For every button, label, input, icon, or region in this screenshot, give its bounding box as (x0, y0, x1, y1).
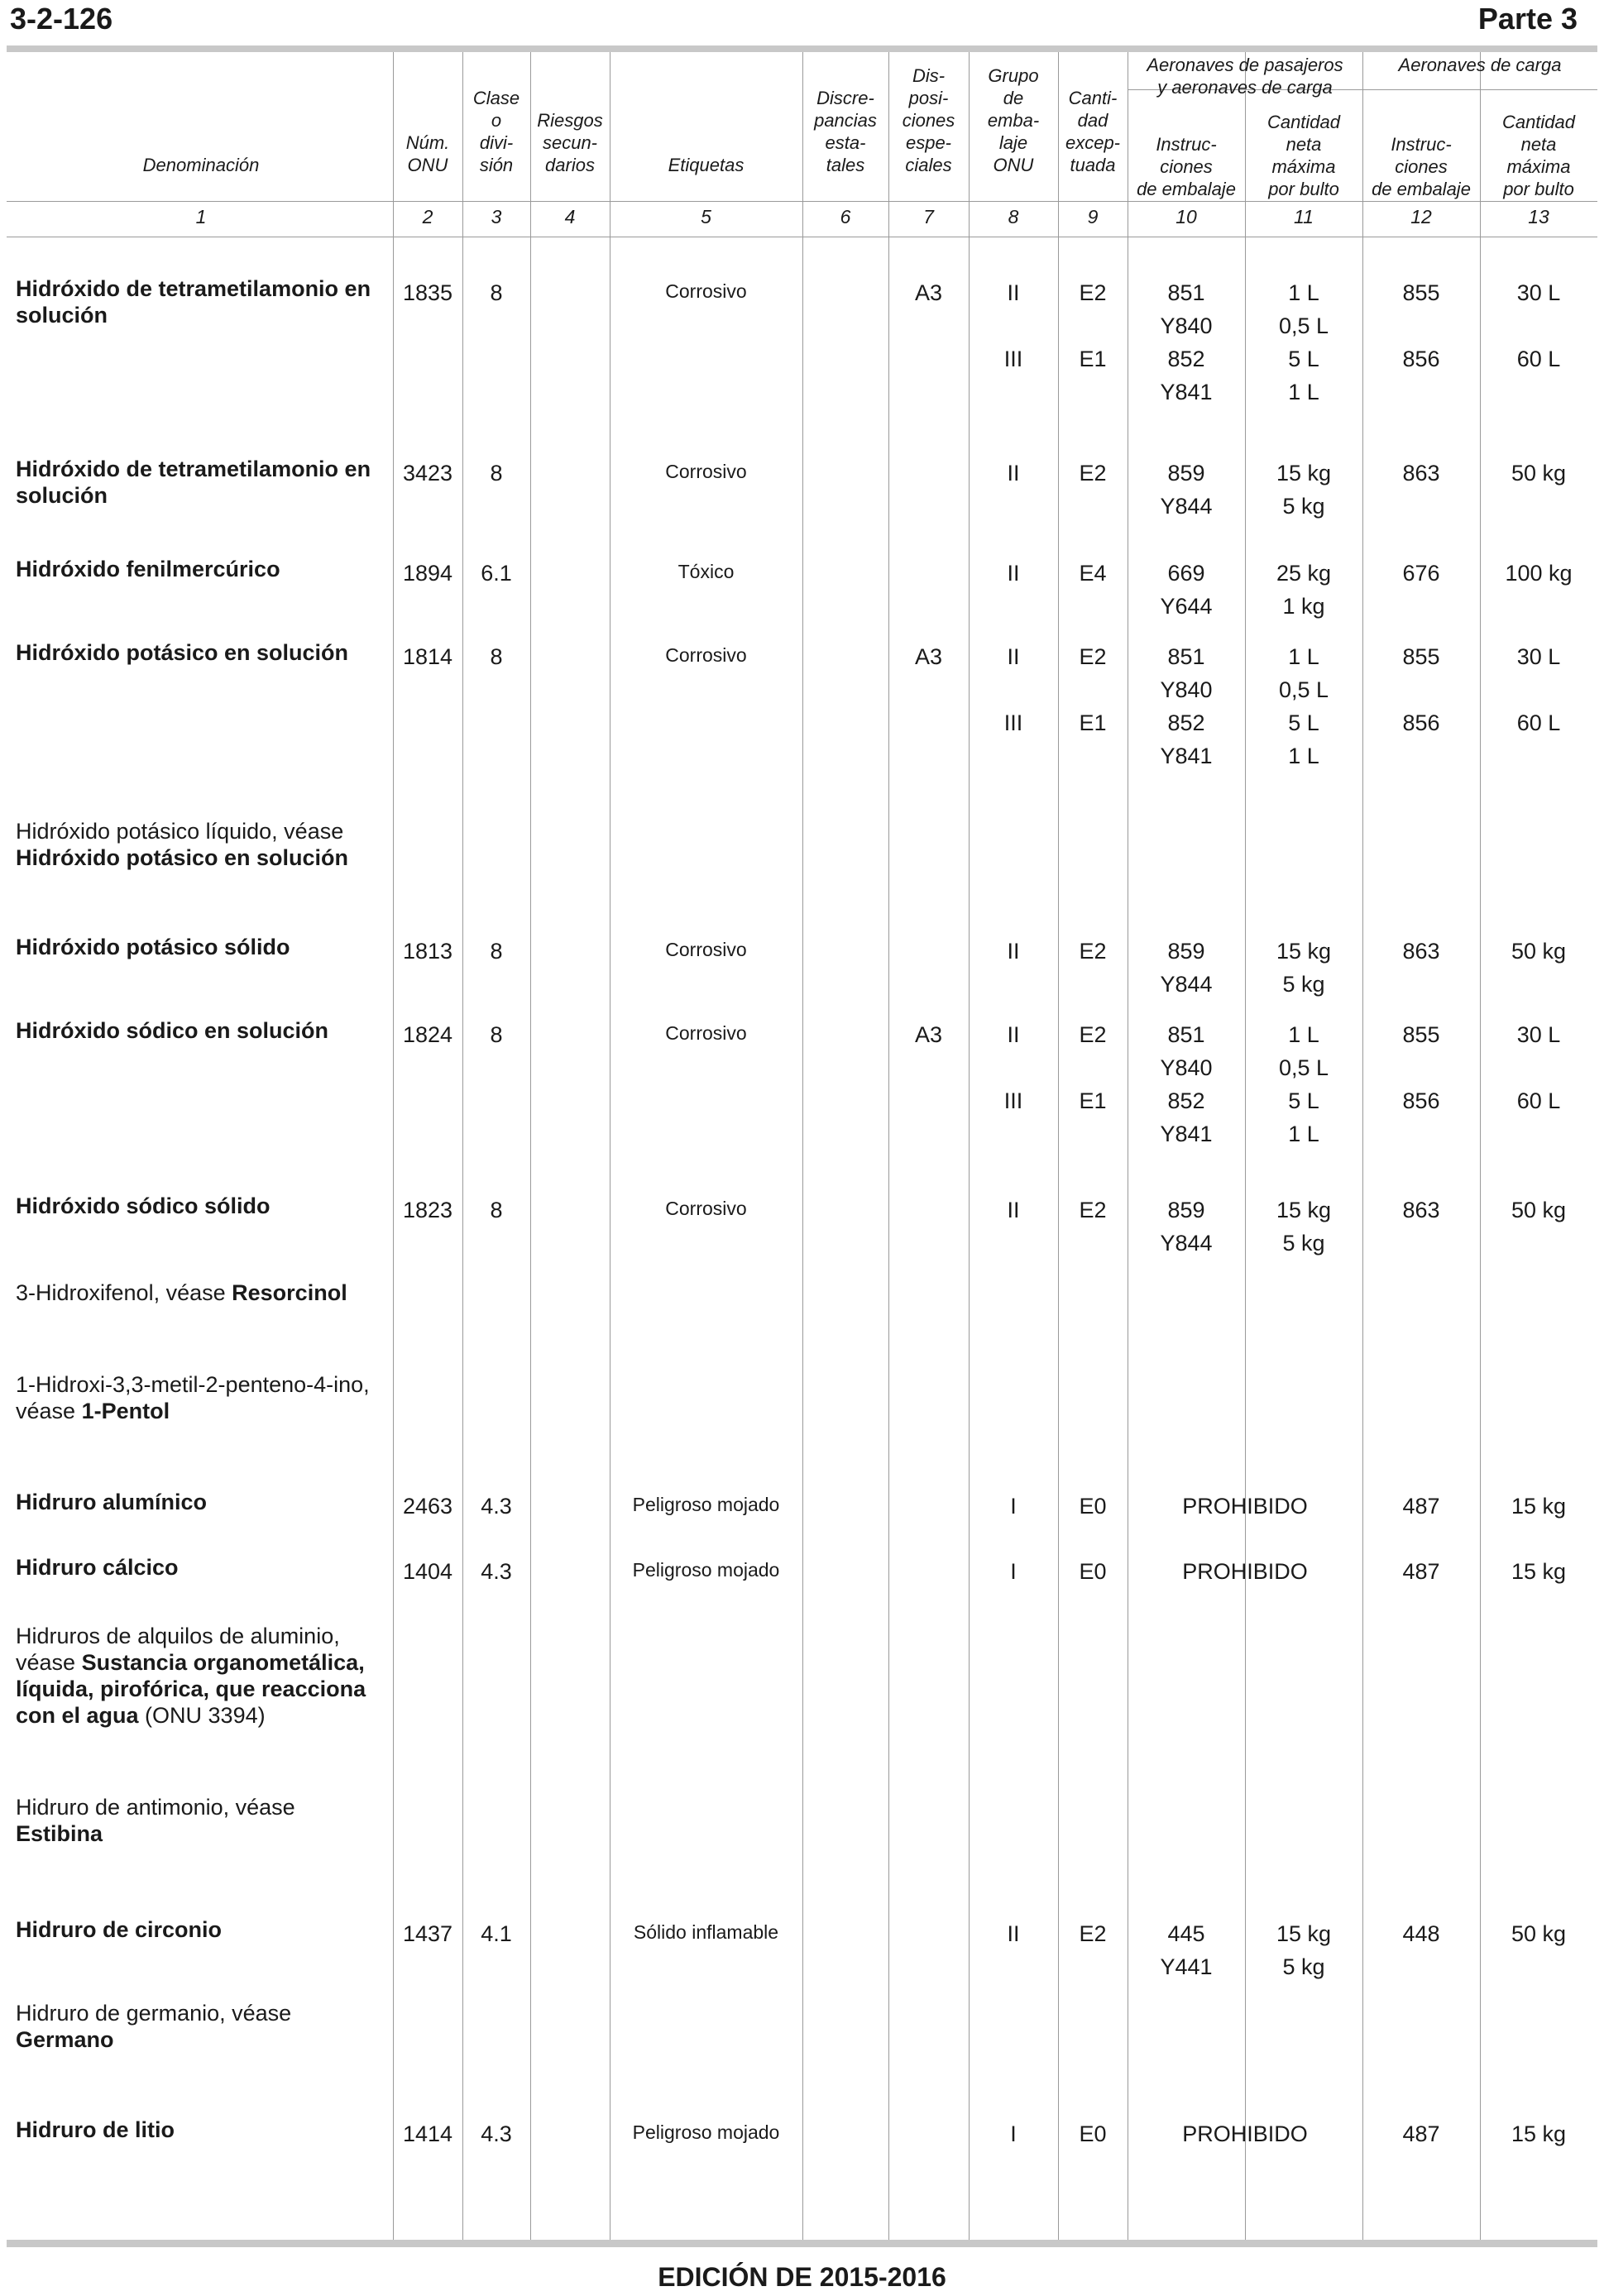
cargo-packing-instruction: 487 (1402, 2121, 1440, 2146)
passenger-packing-instruction: 859 (1167, 461, 1205, 486)
packing-group: II (1007, 644, 1020, 669)
cross-reference (16, 1794, 388, 1847)
passenger-packing-instruction: Y841 (1160, 744, 1213, 768)
excepted-quantity: E2 (1079, 939, 1107, 964)
passenger-packing-instruction: 852 (1167, 347, 1205, 371)
column-divider (393, 52, 394, 2240)
class-division: 8 (490, 280, 503, 305)
excepted-quantity: E1 (1079, 347, 1107, 371)
class-division: 4.1 (481, 1921, 512, 1946)
hazard-label: Corrosivo (665, 461, 747, 482)
excepted-quantity: E4 (1079, 561, 1107, 586)
class-division: 8 (490, 461, 503, 486)
column-divider (1058, 52, 1059, 2240)
packing-group: II (1007, 280, 1020, 305)
column-number: 8 (1008, 206, 1019, 227)
column-divider (802, 52, 803, 2240)
cargo-packing-instruction: 855 (1402, 1022, 1440, 1047)
excepted-quantity: E1 (1079, 710, 1107, 735)
class-division: 6.1 (481, 561, 512, 586)
column-number: 11 (1294, 206, 1314, 227)
class-division: 8 (490, 1198, 503, 1222)
cargo-max-quantity: 30 L (1516, 644, 1561, 669)
packing-group: II (1007, 1198, 1020, 1222)
passenger-max-quantity: 0,5 L (1278, 677, 1329, 702)
excepted-quantity: E0 (1079, 1494, 1107, 1519)
un-number: 1823 (402, 1198, 453, 1222)
cargo-max-quantity: 50 kg (1511, 1198, 1567, 1222)
column-number: 5 (701, 206, 711, 227)
header-instrucciones-carga: Instruc- ciones de embalaje (1372, 134, 1471, 199)
packing-group: I (1010, 2121, 1017, 2146)
special-provision: A3 (914, 1022, 943, 1047)
column-number: 4 (564, 206, 576, 227)
hazard-label: Corrosivo (665, 1198, 747, 1219)
see-text: Hidruro de antimonio, véase (16, 1795, 295, 1820)
column-number: 7 (923, 206, 934, 227)
header-grupo: Grupo de emba- laje ONU (987, 65, 1040, 175)
passenger-packing-instruction: 669 (1167, 561, 1205, 586)
header-cantidad-exceptuada: Canti- dad excep- tuada (1065, 88, 1121, 175)
packing-group: II (1007, 1921, 1020, 1946)
cargo-packing-instruction: 855 (1402, 644, 1440, 669)
column-divider (462, 52, 463, 2240)
see-text: Hidruro de germanio, véase (16, 2001, 292, 2026)
passenger-max-quantity: 15 kg (1276, 1198, 1332, 1222)
top-rule (7, 45, 1597, 52)
passenger-max-quantity: 1 kg (1282, 594, 1325, 619)
passenger-packing-instruction: Y841 (1160, 380, 1213, 404)
passenger-packing-instruction: 859 (1167, 939, 1205, 964)
un-number: 1404 (402, 1559, 453, 1584)
passenger-packing-instruction: Y441 (1160, 1954, 1213, 1979)
passenger-packing-instruction: Y644 (1160, 594, 1213, 619)
passenger-max-quantity: 1 L (1288, 1122, 1319, 1146)
cargo-max-quantity: 60 L (1516, 347, 1561, 371)
hazard-label: Peligroso mojado (632, 2121, 780, 2143)
excepted-quantity: E1 (1079, 1088, 1107, 1113)
header-pasajeros-group: Aeronaves de pasajeros y aeronaves de carga (1147, 55, 1343, 98)
part-label: Parte 3 (1477, 2, 1578, 36)
cargo-packing-instruction: 676 (1402, 561, 1440, 586)
cargo-max-quantity: 15 kg (1511, 1559, 1567, 1584)
passenger-packing-instruction: 851 (1167, 1022, 1205, 1047)
cargo-max-quantity: 100 kg (1505, 561, 1573, 586)
passenger-max-quantity: 1 L (1288, 644, 1319, 669)
hazard-label: Corrosivo (665, 1022, 747, 1044)
see-target: Resorcinol (232, 1280, 347, 1305)
substance-name: Hidróxido fenilmercúrico (16, 557, 280, 581)
see-text: 3-Hidroxifenol, véase (16, 1280, 226, 1305)
passenger-max-quantity: 5 L (1288, 347, 1319, 371)
column-divider (969, 52, 970, 2240)
cross-reference (16, 1623, 388, 1729)
header-carga-group: Aeronaves de carga (1398, 55, 1562, 75)
column-divider (530, 52, 531, 2240)
substance-name: Hidróxido potásico sólido (16, 935, 290, 959)
header-num-onu: Núm. ONU (405, 132, 450, 175)
excepted-quantity: E2 (1079, 280, 1107, 305)
un-number: 1813 (402, 939, 453, 964)
cargo-packing-instruction: 448 (1402, 1921, 1440, 1946)
un-number: 1414 (402, 2121, 453, 2146)
passenger-packing-instruction: Y844 (1160, 972, 1213, 997)
column-divider (1480, 52, 1481, 2240)
excepted-quantity: E2 (1079, 644, 1107, 669)
see-target: Germano (16, 2027, 114, 2052)
passenger-packing-instruction: 445 (1167, 1921, 1205, 1946)
header-cantidad-pasajeros: Cantidad neta máxima por bulto (1266, 112, 1341, 199)
packing-group: III (1003, 710, 1023, 735)
passenger-packing-instruction: Y840 (1160, 313, 1213, 338)
cargo-packing-instruction: 863 (1402, 939, 1440, 964)
header-etiquetas: Etiquetas (668, 155, 745, 175)
column-number: 10 (1175, 206, 1197, 227)
column-number: 13 (1528, 206, 1549, 227)
column-number: 1 (195, 206, 207, 227)
passenger-packing-instruction: Y844 (1160, 494, 1213, 519)
passenger-max-quantity: 1 L (1288, 380, 1319, 404)
substance-name: Hidruro de circonio (16, 1917, 223, 1942)
cargo-max-quantity: 15 kg (1511, 1494, 1567, 1519)
hazard-label: Corrosivo (665, 644, 747, 666)
see-target: 1-Pentol (81, 1399, 170, 1423)
cargo-max-quantity: 60 L (1516, 1088, 1561, 1113)
see-target: Estibina (16, 1821, 103, 1846)
un-number: 1835 (402, 280, 453, 305)
cargo-packing-instruction: 856 (1402, 710, 1440, 735)
class-division: 8 (490, 1022, 503, 1047)
column-number: 2 (422, 206, 433, 227)
passenger-max-quantity: 5 kg (1282, 1231, 1325, 1256)
passenger-max-quantity: 15 kg (1276, 939, 1332, 964)
excepted-quantity: E0 (1079, 2121, 1107, 2146)
hazard-label: Peligroso mojado (632, 1559, 780, 1581)
class-division: 4.3 (481, 1559, 512, 1584)
passenger-max-quantity: 5 kg (1282, 1954, 1325, 1979)
passenger-packing-instruction: Y840 (1160, 677, 1213, 702)
prohibited-notice: PROHIBIDO (1182, 1494, 1308, 1519)
prohibited-notice: PROHIBIDO (1182, 1559, 1308, 1584)
cargo-packing-instruction: 856 (1402, 347, 1440, 371)
cargo-packing-instruction: 487 (1402, 1494, 1440, 1519)
cargo-packing-instruction: 856 (1402, 1088, 1440, 1113)
edition-footer: EDICIÓN DE 2015-2016 (658, 2262, 946, 2292)
substance-name: Hidróxido sódico en solución (16, 1018, 329, 1043)
header-rule (7, 201, 1597, 202)
passenger-max-quantity: 5 L (1288, 1088, 1319, 1113)
cargo-packing-instruction: 855 (1402, 280, 1440, 305)
cargo-max-quantity: 30 L (1516, 280, 1561, 305)
un-number: 1824 (402, 1022, 453, 1047)
see-target: Hidróxido potásico en solución (16, 845, 349, 870)
header-denominacion: Denominación (142, 155, 260, 175)
passenger-packing-instruction: 859 (1167, 1198, 1205, 1222)
excepted-quantity: E0 (1079, 1559, 1107, 1584)
passenger-packing-instruction: 851 (1167, 280, 1205, 305)
column-divider (1362, 52, 1363, 2240)
passenger-max-quantity: 5 kg (1282, 494, 1325, 519)
packing-group: II (1007, 1022, 1020, 1047)
packing-group: I (1010, 1494, 1017, 1519)
header-cantidad-carga: Cantidad neta máxima por bulto (1501, 112, 1576, 199)
column-number: 9 (1087, 206, 1099, 227)
packing-group: III (1003, 1088, 1023, 1113)
substance-name: Hidróxido de tetrametilamonio en solución (16, 276, 371, 328)
excepted-quantity: E2 (1079, 1022, 1107, 1047)
passenger-packing-instruction: 852 (1167, 710, 1205, 735)
packing-group: III (1003, 347, 1023, 371)
packing-group: II (1007, 461, 1020, 486)
see-note: (ONU 3394) (138, 1703, 266, 1728)
substance-name: Hidruro de litio (16, 2117, 175, 2142)
cargo-max-quantity: 50 kg (1511, 1921, 1567, 1946)
passenger-max-quantity: 0,5 L (1278, 313, 1329, 338)
cargo-max-quantity: 15 kg (1511, 2121, 1567, 2146)
class-division: 8 (490, 644, 503, 669)
header-clase: Clase o divi- sión (472, 88, 520, 175)
substance-name: Hidruro cálcico (16, 1555, 179, 1580)
substance-name: Hidruro alumínico (16, 1490, 208, 1514)
class-division: 4.3 (481, 2121, 512, 2146)
un-number: 2463 (402, 1494, 453, 1519)
passenger-max-quantity: 5 kg (1282, 972, 1325, 997)
cargo-max-quantity: 50 kg (1511, 461, 1567, 486)
hazard-label: Tóxico (678, 561, 735, 582)
hazard-label: Corrosivo (665, 939, 747, 960)
header-instrucciones-pasajeros: Instruc- ciones de embalaje (1137, 134, 1236, 199)
passenger-max-quantity: 15 kg (1276, 461, 1332, 486)
column-number: 3 (491, 206, 502, 227)
cargo-max-quantity: 30 L (1516, 1022, 1561, 1047)
cargo-packing-instruction: 863 (1402, 1198, 1440, 1222)
column-divider (888, 52, 889, 2240)
substance-name: Hidróxido de tetrametilamonio en solución (16, 457, 371, 508)
passenger-packing-instruction: 852 (1167, 1088, 1205, 1113)
passenger-max-quantity: 0,5 L (1278, 1055, 1329, 1080)
see-target: Sustancia organometálica, líquida, pirofórica, que reacciona con el agua (16, 1650, 366, 1728)
passenger-max-quantity: 15 kg (1276, 1921, 1332, 1946)
passenger-packing-instruction: Y840 (1160, 1055, 1213, 1080)
cross-reference (16, 1280, 388, 1306)
see-text: 1-Hidroxi-3,3-metil-2-penteno-4-ino, véase (16, 1372, 370, 1423)
page-number: 3-2-126 (10, 2, 113, 36)
excepted-quantity: E2 (1079, 1921, 1107, 1946)
hazard-label: Peligroso mojado (632, 1494, 780, 1515)
passenger-max-quantity: 1 L (1288, 1022, 1319, 1047)
un-number: 1814 (402, 644, 453, 669)
excepted-quantity: E2 (1079, 1198, 1107, 1222)
cargo-packing-instruction: 487 (1402, 1559, 1440, 1584)
passenger-packing-instruction: Y844 (1160, 1231, 1213, 1256)
passenger-max-quantity: 1 L (1288, 280, 1319, 305)
see-text: Hidruros de alquilos de aluminio, véase (16, 1624, 340, 1675)
packing-group: II (1007, 561, 1020, 586)
passenger-max-quantity: 25 kg (1276, 561, 1332, 586)
header-riesgos: Riesgos secun- darios (537, 110, 603, 175)
header-discrepancias: Discre- pancias esta- tales (814, 88, 877, 175)
excepted-quantity: E2 (1079, 461, 1107, 486)
packing-group: I (1010, 1559, 1017, 1584)
hazard-label: Corrosivo (665, 280, 747, 302)
special-provision: A3 (914, 644, 943, 669)
un-number: 1894 (402, 561, 453, 586)
prohibited-notice: PROHIBIDO (1182, 2121, 1308, 2146)
packing-group: II (1007, 939, 1020, 964)
passenger-packing-instruction: 851 (1167, 644, 1205, 669)
bottom-rule (7, 2240, 1597, 2247)
cargo-packing-instruction: 863 (1402, 461, 1440, 486)
header-disposiciones: Dis- posi- ciones espe- ciales (902, 65, 955, 175)
class-division: 4.3 (481, 1494, 512, 1519)
un-number: 1437 (402, 1921, 453, 1946)
cargo-max-quantity: 50 kg (1511, 939, 1567, 964)
cross-reference (16, 818, 388, 871)
passenger-packing-instruction: Y841 (1160, 1122, 1213, 1146)
passenger-max-quantity: 5 L (1288, 710, 1319, 735)
cross-reference (16, 2000, 388, 2053)
see-text: Hidróxido potásico líquido, véase (16, 819, 344, 844)
class-division: 8 (490, 939, 503, 964)
column-number: 6 (840, 206, 851, 227)
passenger-max-quantity: 1 L (1288, 744, 1319, 768)
hazard-label: Sólido inflamable (633, 1921, 779, 1943)
special-provision: A3 (914, 280, 943, 305)
substance-name: Hidróxido potásico en solución (16, 640, 349, 665)
substance-name: Hidróxido sódico sólido (16, 1193, 271, 1218)
un-number: 3423 (402, 461, 453, 486)
cargo-max-quantity: 60 L (1516, 710, 1561, 735)
cross-reference (16, 1371, 388, 1424)
column-number: 12 (1410, 206, 1432, 227)
